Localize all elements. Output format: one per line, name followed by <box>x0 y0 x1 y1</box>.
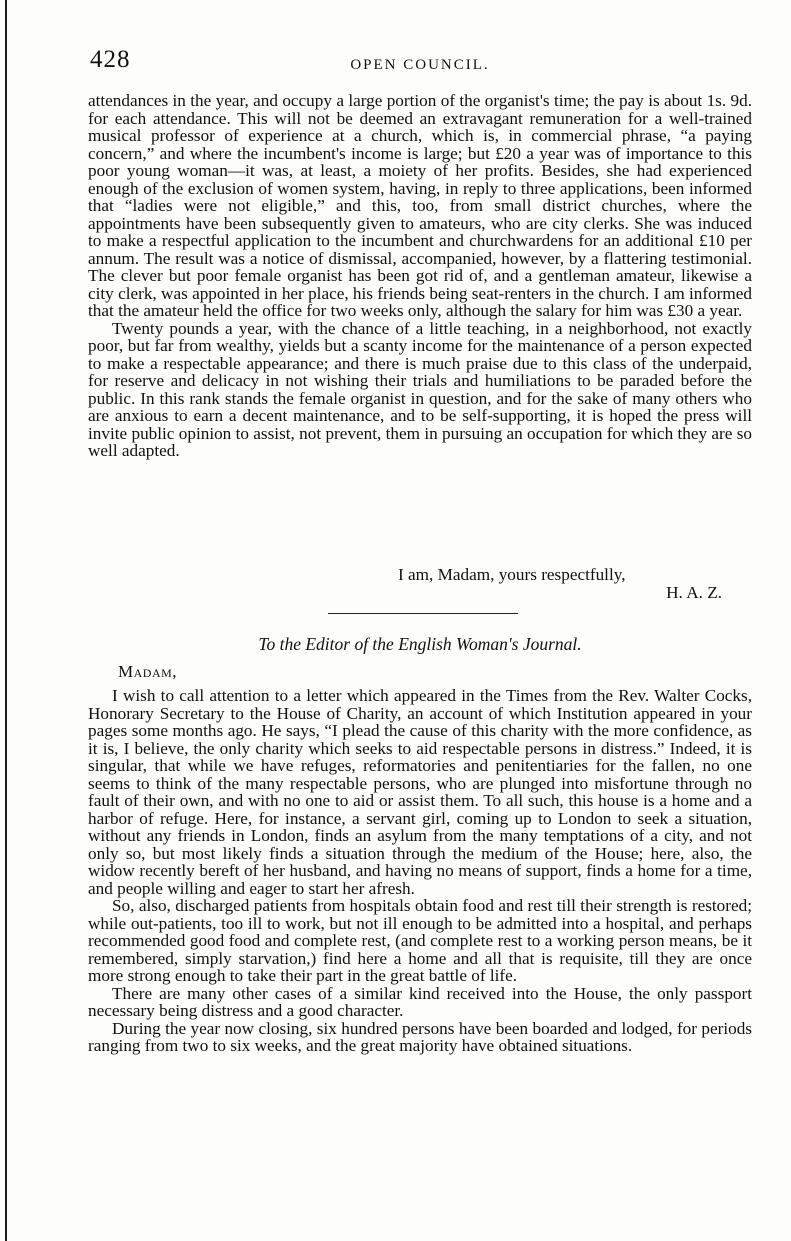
page-header <box>90 46 750 80</box>
letter-one-closing <box>88 566 752 602</box>
page-edge-rule <box>5 0 7 1241</box>
letter-one-paragraph-1: attendances in the year, and occupy a large portion of the organist's time; the pay is about 1s. 9d. for each attendance. This will not be deemed an extravagant remuneration for a well-trained musical professor of experience at a church, which is, in commercial phrase, “a paying concern,” and where the incumbent's income is large; but £20 a year was of importance to this poor young woman—it was, at least, a moiety of her profits. Besides, she had experienced enough of the exclusion of women system, having, in reply to three applications, been informed that “ladies were not eligible,” and this, too, from small district churches, where the appointments have been subsequently given to amateurs, who are city clerks. She was induced to make a respectful application to the incumbent and churchwardens for an additional £10 per annum. The result was a notice of dismissal, accompanied, however, by a flattering testimonial. The clever but poor female organist has been got rid of, and a gentleman amateur, likewise a city clerk, was appointed in her place, his friends being seat-renters in the church. I am informed that the amateur held the office for two weeks only, although the salary for him was £30 a year. <box>88 91 752 320</box>
letter-two-paragraph-4: During the year now closing, six hundred persons have been boarded and lodged, for periods ranging from two to six weeks, and the great majority have obtained situations. <box>88 1018 752 1055</box>
running-head: OPEN COUNCIL. <box>350 57 490 73</box>
letter-two-paragraph-3: There are many other cases of a similar kind received into the House, the only passport necessary being distress and a good character. <box>88 983 752 1020</box>
letter-one-body <box>88 92 752 460</box>
section-separator <box>328 613 518 614</box>
signature: H. A. Z. <box>666 583 722 602</box>
closing-line: I am, Madam, yours respectfully, <box>398 565 626 584</box>
letter-two-paragraph-1: I wish to call attention to a letter which appeared in the Times from the Rev. Walter Cocks, Honorary Secretary to the House of Charity, an account of which Institution appeared in your pages some months ago. He says, “I plead the cause of this charity with the more confidence, as it is, I believe, the only charity which seeks to aid respectable persons in distress.” Indeed, it is singular, that while we have refuges, reformatories and penitentiaries for the fallen, no one seems to think of the many respectable persons, who are plunged into misfortune through no fault of their own, and with no one to aid or assist them. To all such, this house is a home and a harbor of refuge. Here, for instance, a servant girl, coming up to London to seek a situation, without any friends in London, finds an asylum from the many temptations of a city, and not only so, but most likely finds a situation through the medium of the House; here, also, the widow recently bereft of her husband, and having no means of support, finds a home for a time, and people willing and eager to start her afresh. <box>88 686 752 898</box>
letter-address: To the Editor of the English Woman's Journal. <box>258 634 582 654</box>
letter-two-paragraph-2: So, also, discharged patients from hospitals obtain food and rest till their strength is restored; while out-patients, too ill to work, but not ill enough to be admitted into a hospital, and perhaps recommended good food and complete rest, (and complete rest to a working person means, be it remembered, simply starvation,) find here a home and all that is requisite, till they are once more strong enough to take their part in the great battle of life. <box>88 896 752 985</box>
letter-one-paragraph-2: Twenty pounds a year, with the chance of a little teaching, in a neighborhood, not exactly poor, but far from wealthy, yields but a scanty income for the maintenance of a person expected to make a respectable appearance; and there is much praise due to this class of the underpaid, for reserve and delicacy in not wishing their trials and humiliations to be paraded before the public. In this rank stands the female organist in question, and for the sake of many others who are anxious to earn a decent maintenance, and to be self-supporting, it is hoped the press will invite public opinion to assist, not prevent, them in pursuing an occupation for which they are so well adapted. <box>88 318 752 460</box>
page-number: 428 <box>90 46 131 73</box>
letter-two-body <box>88 687 752 1055</box>
letter-salutation: Madam, <box>118 662 178 681</box>
